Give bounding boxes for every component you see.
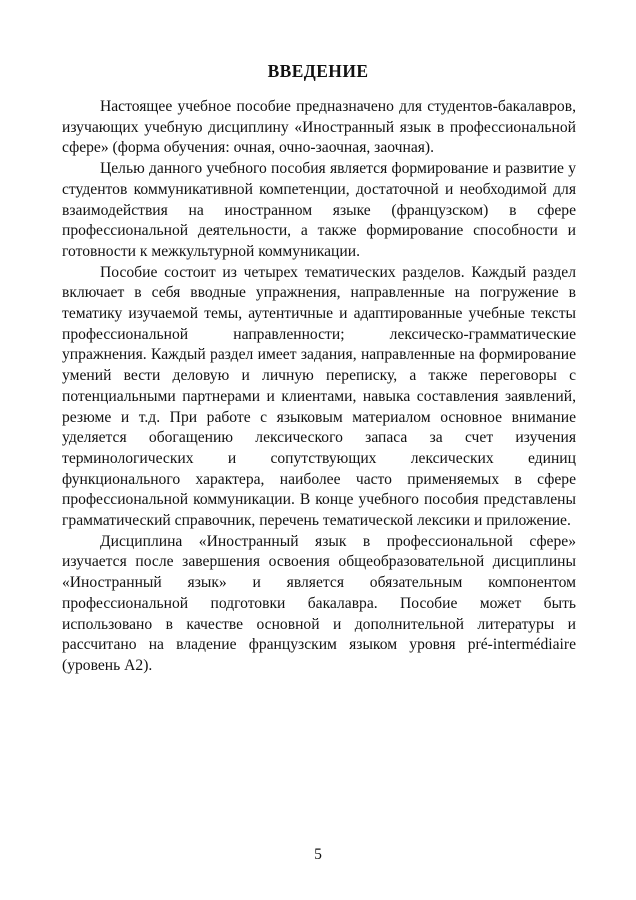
- body-text: [62, 97, 576, 677]
- paragraph-goal: Целью данного учебного пособия является формирование и развитие у студентов коммуникативной компетенции, достаточной и необходимой для взаимодействия на иностранном языке (французском) в сфере профессиональной деятельности, а также формирование способности и готовности к межкультурной коммуникации.: [62, 160, 576, 260]
- page-number: 5: [314, 846, 322, 863]
- paragraph-structure: Пособие состоит из четырех тематических разделов. Каждый раздел включает в себя вводные упражнения, направленные на погружение в тематику изучаемой темы, аутентичные и адаптированные учебные тексты профессиональной направленности; лексическо-грамматические упражнения. Каждый раздел имеет задания, направленные на формирование умений вести деловую и личную переписку, а также переговоры с потенциальными партнерами и клиентами, навыка составления заявлений, резюме и т.д. При работе с языковым материалом основное внимание уделяется обогащению лексического запаса за счет изучения терминологических и сопутствующих лексических единиц функционального характера, наиболее часто применяемых в сфере профессиональной коммуникации. В конце учебного пособия представлены грамматический справочник, перечень тематической лексики и приложение.: [62, 263, 576, 530]
- paragraph-discipline: Дисциплина «Иностранный язык в профессиональной сфере» изучается после завершения освоения общеобразовательной дисциплины «Иностранный язык» и является обязательным компонентом профессиональной подготовки бакалавра. Пособие может быть использовано в качестве основной и дополнительной литературы и рассчитано на владение французским языком уровня pré-intermédiaire (уровень А2).: [62, 532, 576, 674]
- paragraph-purpose-audience: Настоящее учебное пособие предназначено для студентов-бакалавров, изучающих учебную дисциплину «Иностранный язык в профессиональной сфере» (форма обучения: очная, очно-заочная, заочная).: [62, 98, 576, 157]
- page-title: ВВЕДЕНИЕ: [267, 61, 369, 81]
